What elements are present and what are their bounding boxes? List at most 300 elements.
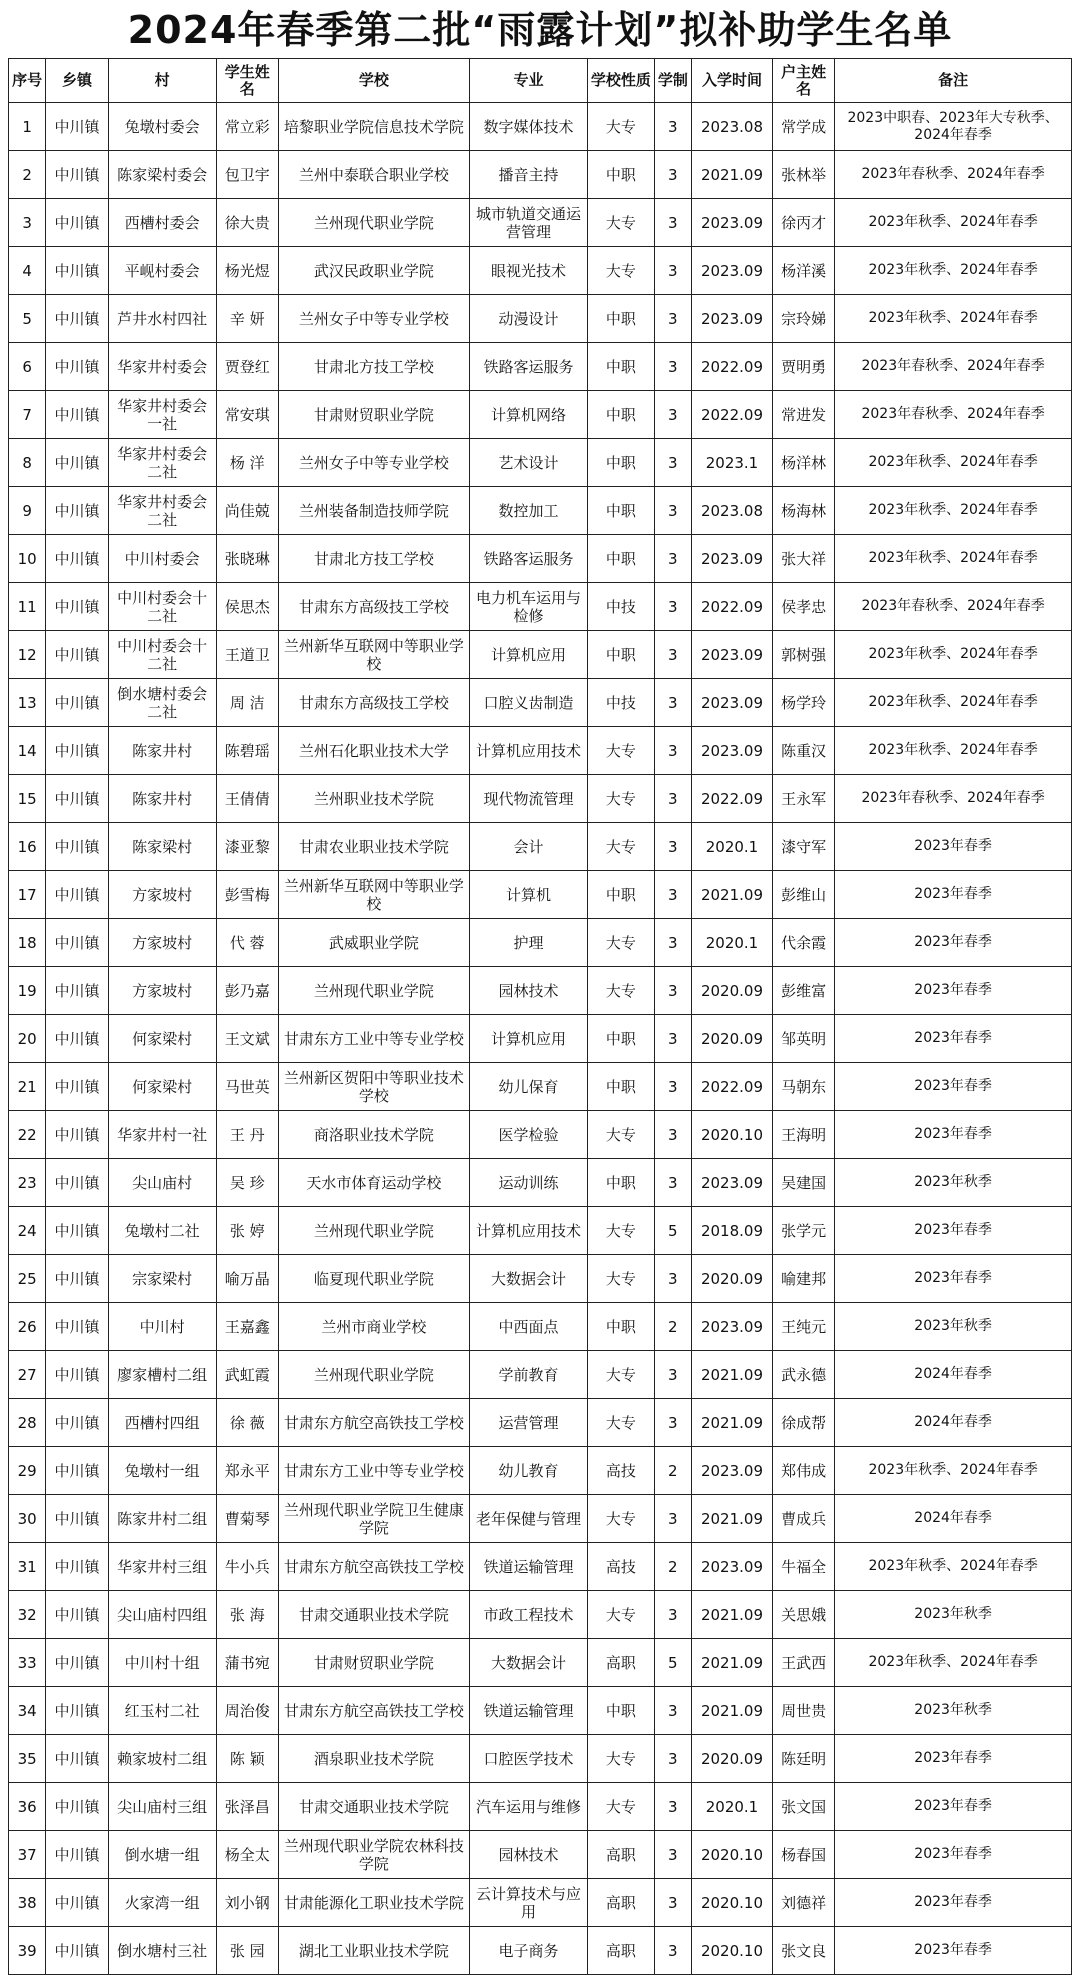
cell-township: 中川镇: [46, 1111, 108, 1159]
cell-student-name: 侯思杰: [216, 583, 278, 631]
cell-duration: 3: [654, 247, 691, 295]
cell-remarks: 2023年秋季: [835, 1687, 1072, 1735]
cell-school: 甘肃财贸职业学院: [278, 391, 469, 439]
cell-student-name: 常立彩: [216, 103, 278, 151]
cell-village: 陈家井村: [108, 775, 216, 823]
cell-duration: 3: [654, 199, 691, 247]
cell-duration: 3: [654, 535, 691, 583]
table-row: [9, 1015, 1072, 1063]
cell-school: 兰州现代职业学院: [278, 1351, 469, 1399]
cell-index: 29: [9, 1447, 46, 1495]
cell-index: 15: [9, 775, 46, 823]
cell-school: 武汉民政职业学院: [278, 247, 469, 295]
cell-student-name: 尚佳兢: [216, 487, 278, 535]
cell-school-type: 大专: [588, 775, 654, 823]
cell-duration: 3: [654, 1159, 691, 1207]
table-row: [9, 1783, 1072, 1831]
table-row: [9, 1303, 1072, 1351]
cell-major: 运营管理: [469, 1399, 587, 1447]
col-header-township: 乡镇: [46, 59, 108, 103]
table-row: [9, 631, 1072, 679]
cell-township: 中川镇: [46, 583, 108, 631]
col-header-remarks: 备注: [835, 59, 1072, 103]
cell-student-name: 代 蓉: [216, 919, 278, 967]
cell-remarks: 2023年秋季: [835, 1159, 1072, 1207]
table-row: [9, 103, 1072, 151]
cell-student-name: 周治俊: [216, 1687, 278, 1735]
cell-student-name: 王 丹: [216, 1111, 278, 1159]
cell-major: 铁路客运服务: [469, 535, 587, 583]
table-row: [9, 1111, 1072, 1159]
cell-school-type: 中职: [588, 343, 654, 391]
cell-major: 市政工程技术: [469, 1591, 587, 1639]
cell-remarks: 2023年春季: [835, 1207, 1072, 1255]
cell-remarks: 2023年春秋季、2024年春季: [835, 151, 1072, 199]
cell-index: 33: [9, 1639, 46, 1687]
table-row: [9, 247, 1072, 295]
cell-village: 华家井村委会二社: [108, 439, 216, 487]
cell-village: 倒水塘村委会二社: [108, 679, 216, 727]
cell-enroll-date: 2023.09: [692, 295, 773, 343]
cell-enroll-date: 2021.09: [692, 151, 773, 199]
cell-major: 数控加工: [469, 487, 587, 535]
cell-school-type: 高职: [588, 1831, 654, 1879]
cell-index: 14: [9, 727, 46, 775]
cell-duration: 2: [654, 1543, 691, 1591]
cell-enroll-date: 2020.09: [692, 1015, 773, 1063]
cell-village: 中川村: [108, 1303, 216, 1351]
table-row: [9, 967, 1072, 1015]
cell-householder: 陈重汉: [772, 727, 834, 775]
cell-student-name: 曹菊琴: [216, 1495, 278, 1543]
cell-enroll-date: 2023.09: [692, 535, 773, 583]
cell-enroll-date: 2020.09: [692, 1735, 773, 1783]
cell-school-type: 高职: [588, 1927, 654, 1975]
cell-householder: 代余霞: [772, 919, 834, 967]
cell-remarks: 2023年春季: [835, 871, 1072, 919]
table-row: [9, 391, 1072, 439]
cell-township: 中川镇: [46, 1687, 108, 1735]
cell-duration: 3: [654, 391, 691, 439]
table-row: [9, 1543, 1072, 1591]
cell-remarks: 2023年春季: [835, 1015, 1072, 1063]
cell-major: 运动训练: [469, 1159, 587, 1207]
col-header-duration: 学制: [654, 59, 691, 103]
cell-index: 30: [9, 1495, 46, 1543]
cell-index: 23: [9, 1159, 46, 1207]
cell-student-name: 彭乃嘉: [216, 967, 278, 1015]
cell-school-type: 大专: [588, 247, 654, 295]
cell-householder: 王海明: [772, 1111, 834, 1159]
cell-remarks: 2023年秋季、2024年春季: [835, 1543, 1072, 1591]
cell-village: 兔墩村委会: [108, 103, 216, 151]
cell-township: 中川镇: [46, 775, 108, 823]
cell-school-type: 大专: [588, 1351, 654, 1399]
cell-remarks: 2023年春季: [835, 919, 1072, 967]
col-header-householder: 户主姓名: [772, 59, 834, 103]
cell-duration: 2: [654, 1303, 691, 1351]
cell-village: 兔墩村二社: [108, 1207, 216, 1255]
cell-student-name: 陈碧瑶: [216, 727, 278, 775]
cell-village: 方家坡村: [108, 919, 216, 967]
cell-householder: 牛福全: [772, 1543, 834, 1591]
cell-township: 中川镇: [46, 1591, 108, 1639]
cell-school: 兰州新华互联网中等职业学校: [278, 871, 469, 919]
cell-school-type: 大专: [588, 1207, 654, 1255]
cell-township: 中川镇: [46, 439, 108, 487]
cell-school: 甘肃交通职业技术学院: [278, 1783, 469, 1831]
cell-remarks: 2023年秋季、2024年春季: [835, 631, 1072, 679]
cell-village: 平岘村委会: [108, 247, 216, 295]
cell-index: 28: [9, 1399, 46, 1447]
cell-index: 35: [9, 1735, 46, 1783]
cell-major: 数字媒体技术: [469, 103, 587, 151]
cell-householder: 刘德祥: [772, 1879, 834, 1927]
cell-remarks: 2023年春季: [835, 1255, 1072, 1303]
cell-householder: 邹英明: [772, 1015, 834, 1063]
cell-village: 中川村十组: [108, 1639, 216, 1687]
cell-student-name: 张 海: [216, 1591, 278, 1639]
cell-duration: 3: [654, 1879, 691, 1927]
table-row: [9, 871, 1072, 919]
cell-index: 22: [9, 1111, 46, 1159]
cell-enroll-date: 2022.09: [692, 1063, 773, 1111]
cell-major: 幼儿保育: [469, 1063, 587, 1111]
cell-index: 27: [9, 1351, 46, 1399]
cell-enroll-date: 2018.09: [692, 1207, 773, 1255]
cell-householder: 徐丙才: [772, 199, 834, 247]
cell-duration: 3: [654, 775, 691, 823]
cell-duration: 2: [654, 1447, 691, 1495]
cell-remarks: 2024年春季: [835, 1495, 1072, 1543]
table-row: [9, 775, 1072, 823]
cell-student-name: 张 园: [216, 1927, 278, 1975]
cell-enroll-date: 2021.09: [692, 1639, 773, 1687]
cell-enroll-date: 2020.1: [692, 823, 773, 871]
cell-township: 中川镇: [46, 103, 108, 151]
cell-major: 幼儿教育: [469, 1447, 587, 1495]
cell-village: 何家梁村: [108, 1015, 216, 1063]
cell-township: 中川镇: [46, 1351, 108, 1399]
cell-school-type: 中职: [588, 1303, 654, 1351]
cell-duration: 3: [654, 727, 691, 775]
cell-school-type: 高技: [588, 1447, 654, 1495]
cell-enroll-date: 2020.1: [692, 1783, 773, 1831]
col-header-village: 村: [108, 59, 216, 103]
cell-school: 兰州现代职业学院: [278, 199, 469, 247]
cell-enroll-date: 2023.09: [692, 1543, 773, 1591]
cell-school-type: 大专: [588, 1783, 654, 1831]
cell-village: 赖家坡村二组: [108, 1735, 216, 1783]
cell-major: 铁道运输管理: [469, 1543, 587, 1591]
cell-school-type: 大专: [588, 727, 654, 775]
cell-duration: 3: [654, 1687, 691, 1735]
cell-village: 芦井水村四社: [108, 295, 216, 343]
cell-village: 陈家梁村委会: [108, 151, 216, 199]
cell-school-type: 大专: [588, 919, 654, 967]
cell-school: 兰州石化职业技术大学: [278, 727, 469, 775]
cell-township: 中川镇: [46, 295, 108, 343]
cell-student-name: 郑永平: [216, 1447, 278, 1495]
cell-student-name: 辛 妍: [216, 295, 278, 343]
cell-student-name: 牛小兵: [216, 1543, 278, 1591]
cell-village: 陈家梁村: [108, 823, 216, 871]
cell-school: 兰州新华互联网中等职业学校: [278, 631, 469, 679]
cell-enroll-date: 2023.1: [692, 439, 773, 487]
student-list-table: [8, 58, 1072, 1975]
table-row: [9, 1735, 1072, 1783]
cell-householder: 张学元: [772, 1207, 834, 1255]
cell-remarks: 2023年春季: [835, 1927, 1072, 1975]
cell-remarks: 2023年秋季、2024年春季: [835, 439, 1072, 487]
cell-duration: 3: [654, 823, 691, 871]
cell-student-name: 王文斌: [216, 1015, 278, 1063]
cell-village: 华家井村委会二社: [108, 487, 216, 535]
cell-enroll-date: 2021.09: [692, 1591, 773, 1639]
cell-village: 倒水塘一组: [108, 1831, 216, 1879]
cell-student-name: 吴 珍: [216, 1159, 278, 1207]
cell-duration: 3: [654, 967, 691, 1015]
cell-householder: 关思娥: [772, 1591, 834, 1639]
cell-index: 31: [9, 1543, 46, 1591]
cell-enroll-date: 2023.09: [692, 1303, 773, 1351]
cell-school: 兰州现代职业学院: [278, 1207, 469, 1255]
cell-township: 中川镇: [46, 1207, 108, 1255]
cell-enroll-date: 2023.09: [692, 679, 773, 727]
cell-township: 中川镇: [46, 535, 108, 583]
cell-school-type: 中技: [588, 679, 654, 727]
table-row: [9, 1639, 1072, 1687]
cell-school: 兰州现代职业学院卫生健康学院: [278, 1495, 469, 1543]
cell-index: 3: [9, 199, 46, 247]
table-row: [9, 583, 1072, 631]
cell-enroll-date: 2023.09: [692, 1159, 773, 1207]
cell-remarks: 2024年春季: [835, 1399, 1072, 1447]
cell-remarks: 2023年春秋季、2024年春季: [835, 775, 1072, 823]
cell-school-type: 中职: [588, 1687, 654, 1735]
cell-student-name: 徐 薇: [216, 1399, 278, 1447]
cell-remarks: 2023年春季: [835, 1831, 1072, 1879]
cell-township: 中川镇: [46, 727, 108, 775]
cell-school: 甘肃东方航空高铁技工学校: [278, 1687, 469, 1735]
cell-major: 中西面点: [469, 1303, 587, 1351]
cell-remarks: 2023年春季: [835, 823, 1072, 871]
cell-school: 兰州装备制造技师学院: [278, 487, 469, 535]
cell-student-name: 包卫宇: [216, 151, 278, 199]
cell-school: 兰州市商业学校: [278, 1303, 469, 1351]
table-row: [9, 1687, 1072, 1735]
table-row: [9, 823, 1072, 871]
cell-major: 眼视光技术: [469, 247, 587, 295]
cell-school: 酒泉职业技术学院: [278, 1735, 469, 1783]
cell-school: 甘肃东方高级技工学校: [278, 583, 469, 631]
cell-householder: 张文国: [772, 1783, 834, 1831]
cell-remarks: 2023年春季: [835, 1111, 1072, 1159]
cell-school: 甘肃北方技工学校: [278, 343, 469, 391]
cell-duration: 3: [654, 487, 691, 535]
cell-student-name: 王道卫: [216, 631, 278, 679]
cell-school-type: 中职: [588, 151, 654, 199]
cell-school-type: 高职: [588, 1639, 654, 1687]
cell-index: 16: [9, 823, 46, 871]
cell-student-name: 陈 颖: [216, 1735, 278, 1783]
cell-student-name: 杨 洋: [216, 439, 278, 487]
cell-school: 甘肃东方航空高铁技工学校: [278, 1399, 469, 1447]
cell-enroll-date: 2020.10: [692, 1879, 773, 1927]
cell-duration: 3: [654, 1351, 691, 1399]
cell-index: 19: [9, 967, 46, 1015]
cell-major: 计算机应用: [469, 1015, 587, 1063]
cell-enroll-date: 2021.09: [692, 1687, 773, 1735]
cell-major: 老年保健与管理: [469, 1495, 587, 1543]
cell-school-type: 大专: [588, 823, 654, 871]
cell-school: 兰州现代职业学院: [278, 967, 469, 1015]
cell-village: 华家井村委会一社: [108, 391, 216, 439]
cell-enroll-date: 2023.08: [692, 103, 773, 151]
cell-major: 会计: [469, 823, 587, 871]
cell-index: 32: [9, 1591, 46, 1639]
cell-school-type: 中职: [588, 871, 654, 919]
cell-index: 11: [9, 583, 46, 631]
cell-village: 陈家井村: [108, 727, 216, 775]
cell-village: 方家坡村: [108, 967, 216, 1015]
cell-school: 甘肃农业职业技术学院: [278, 823, 469, 871]
cell-major: 护理: [469, 919, 587, 967]
cell-duration: 3: [654, 1399, 691, 1447]
cell-major: 云计算技术与应用: [469, 1879, 587, 1927]
table-row: [9, 1495, 1072, 1543]
cell-index: 5: [9, 295, 46, 343]
table-row: [9, 919, 1072, 967]
cell-householder: 郭树强: [772, 631, 834, 679]
cell-householder: 常学成: [772, 103, 834, 151]
cell-duration: 3: [654, 343, 691, 391]
cell-householder: 杨学玲: [772, 679, 834, 727]
cell-township: 中川镇: [46, 1495, 108, 1543]
cell-school: 甘肃财贸职业学院: [278, 1639, 469, 1687]
cell-school: 甘肃东方航空高铁技工学校: [278, 1543, 469, 1591]
cell-township: 中川镇: [46, 343, 108, 391]
cell-student-name: 王倩倩: [216, 775, 278, 823]
cell-householder: 徐成帮: [772, 1399, 834, 1447]
table-row: [9, 1207, 1072, 1255]
cell-township: 中川镇: [46, 1783, 108, 1831]
cell-school-type: 大专: [588, 103, 654, 151]
table-row: [9, 1927, 1072, 1975]
cell-duration: 3: [654, 1063, 691, 1111]
cell-township: 中川镇: [46, 1063, 108, 1111]
cell-duration: 3: [654, 1831, 691, 1879]
cell-remarks: 2023年秋季、2024年春季: [835, 727, 1072, 775]
cell-householder: 张大祥: [772, 535, 834, 583]
cell-major: 城市轨道交通运营管理: [469, 199, 587, 247]
cell-school: 培黎职业学院信息技术学院: [278, 103, 469, 151]
cell-major: 园林技术: [469, 1831, 587, 1879]
cell-enroll-date: 2023.09: [692, 247, 773, 295]
cell-village: 尖山庙村四组: [108, 1591, 216, 1639]
cell-index: 25: [9, 1255, 46, 1303]
cell-school-type: 大专: [588, 199, 654, 247]
cell-remarks: 2023年春季: [835, 1783, 1072, 1831]
cell-school-type: 中职: [588, 1063, 654, 1111]
cell-major: 计算机应用技术: [469, 1207, 587, 1255]
cell-student-name: 蒲书宛: [216, 1639, 278, 1687]
cell-village: 华家井村一社: [108, 1111, 216, 1159]
cell-township: 中川镇: [46, 1399, 108, 1447]
cell-major: 计算机: [469, 871, 587, 919]
cell-village: 兔墩村一组: [108, 1447, 216, 1495]
cell-enroll-date: 2022.09: [692, 775, 773, 823]
cell-village: 中川村委会十二社: [108, 631, 216, 679]
cell-householder: 王武西: [772, 1639, 834, 1687]
cell-enroll-date: 2023.08: [692, 487, 773, 535]
cell-school: 兰州职业技术学院: [278, 775, 469, 823]
cell-householder: 彭维富: [772, 967, 834, 1015]
cell-student-name: 杨全太: [216, 1831, 278, 1879]
cell-major: 计算机应用: [469, 631, 587, 679]
cell-householder: 张林举: [772, 151, 834, 199]
cell-remarks: 2023年春季: [835, 1063, 1072, 1111]
table-row: [9, 535, 1072, 583]
cell-remarks: 2023年秋季、2024年春季: [835, 199, 1072, 247]
table-row: [9, 295, 1072, 343]
cell-householder: 常进发: [772, 391, 834, 439]
cell-student-name: 漆亚黎: [216, 823, 278, 871]
cell-duration: 3: [654, 679, 691, 727]
cell-householder: 喻建邦: [772, 1255, 834, 1303]
cell-village: 廖家槽村二组: [108, 1351, 216, 1399]
col-header-student-name: 学生姓名: [216, 59, 278, 103]
cell-township: 中川镇: [46, 1303, 108, 1351]
cell-student-name: 武虹霞: [216, 1351, 278, 1399]
cell-village: 华家井村委会: [108, 343, 216, 391]
cell-householder: 贾明勇: [772, 343, 834, 391]
cell-major: 口腔义齿制造: [469, 679, 587, 727]
cell-householder: 吴建国: [772, 1159, 834, 1207]
cell-index: 4: [9, 247, 46, 295]
cell-duration: 3: [654, 103, 691, 151]
cell-remarks: 2023年秋季、2024年春季: [835, 679, 1072, 727]
cell-enroll-date: 2020.1: [692, 919, 773, 967]
cell-school: 甘肃北方技工学校: [278, 535, 469, 583]
cell-householder: 侯孝忠: [772, 583, 834, 631]
cell-village: 西槽村委会: [108, 199, 216, 247]
cell-enroll-date: 2020.09: [692, 1255, 773, 1303]
cell-village: 红玉村二社: [108, 1687, 216, 1735]
cell-index: 34: [9, 1687, 46, 1735]
cell-householder: 周世贵: [772, 1687, 834, 1735]
cell-school: 甘肃东方工业中等专业学校: [278, 1447, 469, 1495]
cell-village: 尖山庙村: [108, 1159, 216, 1207]
cell-township: 中川镇: [46, 1447, 108, 1495]
cell-major: 艺术设计: [469, 439, 587, 487]
cell-township: 中川镇: [46, 679, 108, 727]
cell-index: 1: [9, 103, 46, 151]
table-row: [9, 1831, 1072, 1879]
cell-householder: 王纯元: [772, 1303, 834, 1351]
cell-school-type: 大专: [588, 1399, 654, 1447]
cell-duration: 3: [654, 631, 691, 679]
cell-remarks: 2023年秋季: [835, 1303, 1072, 1351]
cell-remarks: 2023年秋季、2024年春季: [835, 487, 1072, 535]
cell-school: 兰州女子中等专业学校: [278, 295, 469, 343]
cell-duration: 3: [654, 1927, 691, 1975]
cell-enroll-date: 2020.09: [692, 967, 773, 1015]
cell-index: 37: [9, 1831, 46, 1879]
table-row: [9, 487, 1072, 535]
cell-school: 商洛职业技术学院: [278, 1111, 469, 1159]
col-header-index: 序号: [9, 59, 46, 103]
